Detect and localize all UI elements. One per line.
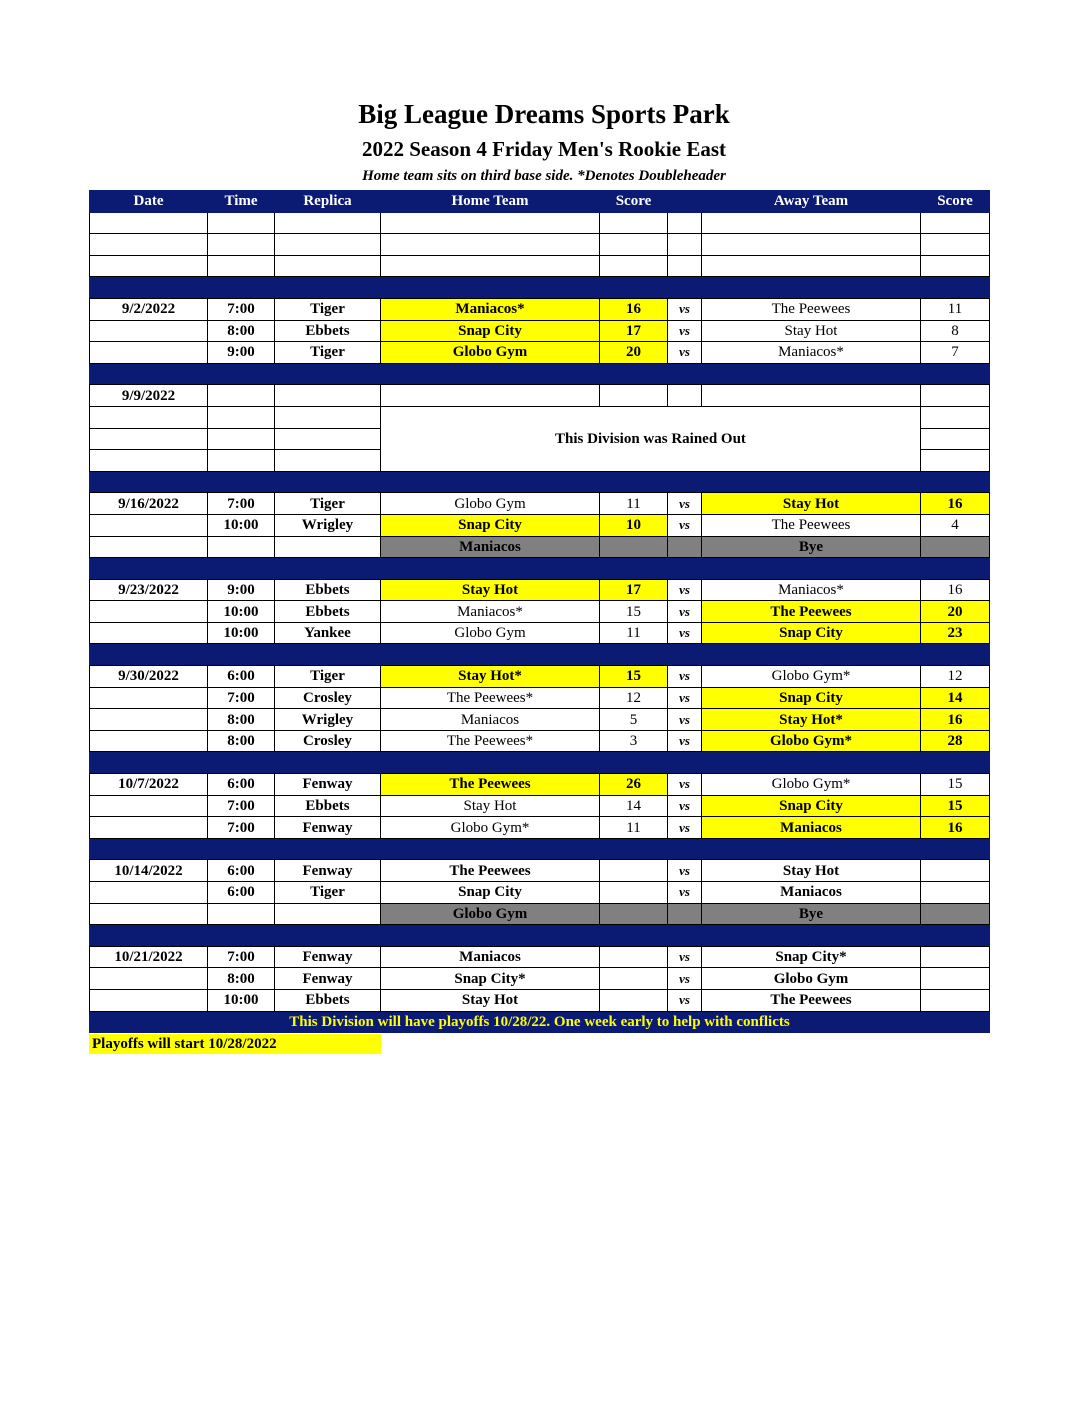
away-score: 7 — [921, 342, 990, 364]
vs-label: vs — [668, 622, 702, 644]
game-date — [90, 968, 208, 990]
empty-cell — [921, 428, 990, 450]
away-score — [921, 946, 990, 968]
away-team: Stay Hot* — [702, 709, 921, 731]
empty-cell — [381, 234, 600, 256]
empty-cell — [702, 234, 921, 256]
table-row — [90, 666, 990, 688]
empty-cell — [381, 255, 600, 277]
empty-cell — [208, 385, 275, 407]
game-time: 7:00 — [208, 298, 275, 320]
vs-label: vs — [668, 579, 702, 601]
game-time: 6:00 — [208, 860, 275, 882]
game-time: 6:00 — [208, 774, 275, 796]
separator-cell — [90, 644, 990, 666]
table-row — [90, 795, 990, 817]
away-score — [921, 903, 990, 925]
vs-label: vs — [668, 514, 702, 536]
vs-label: vs — [668, 817, 702, 839]
home-score: 12 — [600, 687, 668, 709]
home-score — [600, 882, 668, 904]
game-time: 10:00 — [208, 514, 275, 536]
empty-cell — [702, 385, 921, 407]
away-team: Stay Hot — [702, 860, 921, 882]
game-date: 10/7/2022 — [90, 774, 208, 796]
separator-cell — [90, 838, 990, 860]
empty-cell — [921, 255, 990, 277]
game-field: Wrigley — [275, 709, 381, 731]
col-date: Date — [90, 191, 208, 213]
away-score: 16 — [921, 579, 990, 601]
schedule-table — [89, 190, 990, 1033]
away-team: Stay Hot — [702, 493, 921, 515]
home-score — [600, 860, 668, 882]
empty-cell — [668, 234, 702, 256]
game-date — [90, 795, 208, 817]
table-row — [90, 817, 990, 839]
away-team: Globo Gym* — [702, 774, 921, 796]
table-row — [90, 514, 990, 536]
away-team: Snap City — [702, 795, 921, 817]
home-score — [600, 903, 668, 925]
game-field: Ebbets — [275, 579, 381, 601]
away-team: Bye — [702, 903, 921, 925]
home-team: Maniacos* — [381, 601, 600, 623]
away-score: 12 — [921, 666, 990, 688]
away-score: 15 — [921, 795, 990, 817]
week-separator — [90, 277, 990, 299]
home-score: 11 — [600, 493, 668, 515]
col-away-team: Away Team — [702, 191, 921, 213]
empty-cell — [668, 255, 702, 277]
home-team: Globo Gym* — [381, 817, 600, 839]
table-row — [90, 903, 990, 925]
away-score — [921, 536, 990, 558]
away-score — [921, 882, 990, 904]
empty-cell — [600, 234, 668, 256]
game-field: Tiger — [275, 298, 381, 320]
home-team: Snap City* — [381, 968, 600, 990]
empty-cell — [90, 406, 208, 428]
game-field: Crosley — [275, 687, 381, 709]
home-score: 17 — [600, 320, 668, 342]
empty-cell — [90, 234, 208, 256]
game-time: 7:00 — [208, 795, 275, 817]
game-date — [90, 730, 208, 752]
vs-label: vs — [668, 730, 702, 752]
table-row — [90, 730, 990, 752]
game-field — [275, 903, 381, 925]
blank-row — [90, 234, 990, 256]
separator-cell — [90, 752, 990, 774]
away-score: 4 — [921, 514, 990, 536]
game-field: Tiger — [275, 342, 381, 364]
home-score: 11 — [600, 622, 668, 644]
empty-cell — [208, 450, 275, 472]
away-team: Snap City — [702, 622, 921, 644]
away-score: 16 — [921, 709, 990, 731]
game-date — [90, 622, 208, 644]
empty-cell — [275, 428, 381, 450]
separator-cell — [90, 558, 990, 580]
game-field: Fenway — [275, 817, 381, 839]
home-score: 20 — [600, 342, 668, 364]
vs-label: vs — [668, 320, 702, 342]
game-field — [275, 536, 381, 558]
empty-cell — [90, 450, 208, 472]
game-time: 8:00 — [208, 320, 275, 342]
table-row — [90, 320, 990, 342]
game-time: 10:00 — [208, 989, 275, 1011]
table-row — [90, 774, 990, 796]
game-field: Fenway — [275, 860, 381, 882]
game-time: 7:00 — [208, 946, 275, 968]
game-time: 8:00 — [208, 730, 275, 752]
away-score: 20 — [921, 601, 990, 623]
away-team: Globo Gym — [702, 968, 921, 990]
table-row — [90, 536, 990, 558]
game-date — [90, 536, 208, 558]
game-field: Tiger — [275, 666, 381, 688]
vs-label: vs — [668, 298, 702, 320]
vs-label: vs — [668, 946, 702, 968]
away-team: The Peewees — [702, 601, 921, 623]
table-row — [90, 968, 990, 990]
game-time: 8:00 — [208, 709, 275, 731]
home-team: Maniacos — [381, 536, 600, 558]
page-title: Big League Dreams Sports Park — [358, 99, 730, 129]
game-field: Ebbets — [275, 601, 381, 623]
away-team: Snap City* — [702, 946, 921, 968]
game-field: Crosley — [275, 730, 381, 752]
vs-label: vs — [668, 989, 702, 1011]
empty-cell — [921, 212, 990, 234]
home-score: 17 — [600, 579, 668, 601]
away-team: Globo Gym* — [702, 730, 921, 752]
col-replica: Replica — [275, 191, 381, 213]
home-team: Maniacos — [381, 946, 600, 968]
empty-cell — [381, 212, 600, 234]
game-time: 7:00 — [208, 493, 275, 515]
home-team: The Peewees* — [381, 730, 600, 752]
empty-cell — [668, 385, 702, 407]
empty-cell — [208, 428, 275, 450]
home-team: Stay Hot — [381, 989, 600, 1011]
game-field: Fenway — [275, 774, 381, 796]
home-team: Stay Hot — [381, 579, 600, 601]
game-date: 10/14/2022 — [90, 860, 208, 882]
blank-row — [90, 255, 990, 277]
away-team: Snap City — [702, 687, 921, 709]
home-score: 26 — [600, 774, 668, 796]
game-date — [90, 601, 208, 623]
away-team: Maniacos — [702, 817, 921, 839]
away-team: The Peewees — [702, 989, 921, 1011]
game-time: 6:00 — [208, 666, 275, 688]
home-team: The Peewees — [381, 860, 600, 882]
away-score — [921, 860, 990, 882]
away-team: Globo Gym* — [702, 666, 921, 688]
header-note: Home team sits on third base side. *Denotes Doubleheader — [362, 168, 726, 184]
rained-out-message: This Division was Rained Out — [381, 406, 921, 471]
empty-cell — [921, 450, 990, 472]
footer-row — [90, 1011, 990, 1033]
table-row — [90, 687, 990, 709]
home-score — [600, 536, 668, 558]
away-score: 14 — [921, 687, 990, 709]
game-time: 10:00 — [208, 622, 275, 644]
home-score: 5 — [600, 709, 668, 731]
vs-label — [668, 536, 702, 558]
vs-label — [668, 903, 702, 925]
home-team: Globo Gym — [381, 493, 600, 515]
empty-cell — [275, 255, 381, 277]
away-score — [921, 968, 990, 990]
vs-label: vs — [668, 968, 702, 990]
game-date — [90, 514, 208, 536]
table-row — [90, 622, 990, 644]
game-date — [90, 989, 208, 1011]
away-score: 16 — [921, 493, 990, 515]
table-row — [90, 385, 990, 407]
home-score: 16 — [600, 298, 668, 320]
game-time: 7:00 — [208, 817, 275, 839]
col-vs — [668, 191, 702, 213]
empty-cell — [275, 406, 381, 428]
table-row — [90, 860, 990, 882]
empty-cell — [921, 385, 990, 407]
empty-cell — [381, 385, 600, 407]
blank-row — [90, 212, 990, 234]
game-time: 9:00 — [208, 342, 275, 364]
game-date: 9/30/2022 — [90, 666, 208, 688]
week-separator — [90, 838, 990, 860]
home-score: 11 — [600, 817, 668, 839]
empty-cell — [208, 406, 275, 428]
table-row — [90, 298, 990, 320]
home-team: Stay Hot — [381, 795, 600, 817]
game-date — [90, 903, 208, 925]
home-score: 15 — [600, 666, 668, 688]
empty-cell — [275, 212, 381, 234]
empty-cell — [921, 234, 990, 256]
empty-cell — [921, 406, 990, 428]
empty-cell — [90, 428, 208, 450]
game-time: 8:00 — [208, 968, 275, 990]
away-score: 16 — [921, 817, 990, 839]
table-row — [90, 989, 990, 1011]
col-time: Time — [208, 191, 275, 213]
table-row — [90, 342, 990, 364]
home-team: The Peewees* — [381, 687, 600, 709]
vs-label: vs — [668, 601, 702, 623]
empty-cell — [275, 234, 381, 256]
empty-cell — [275, 450, 381, 472]
game-date — [90, 320, 208, 342]
game-field: Wrigley — [275, 514, 381, 536]
header-row — [90, 191, 990, 213]
empty-cell — [90, 212, 208, 234]
home-score: 10 — [600, 514, 668, 536]
page-subtitle: 2022 Season 4 Friday Men's Rookie East — [361, 137, 726, 161]
empty-cell — [208, 234, 275, 256]
playoffs-info-banner: This Division will have playoffs 10/28/22. One week early to help with conflicts — [90, 1011, 990, 1033]
game-date: 9/16/2022 — [90, 493, 208, 515]
game-field: Ebbets — [275, 989, 381, 1011]
home-team: Snap City — [381, 320, 600, 342]
home-score — [600, 946, 668, 968]
game-field: Ebbets — [275, 795, 381, 817]
game-time — [208, 536, 275, 558]
vs-label: vs — [668, 774, 702, 796]
game-time: 6:00 — [208, 882, 275, 904]
away-score: 8 — [921, 320, 990, 342]
home-team: The Peewees — [381, 774, 600, 796]
game-time — [208, 903, 275, 925]
home-score — [600, 989, 668, 1011]
home-score: 15 — [600, 601, 668, 623]
table-row — [90, 709, 990, 731]
empty-cell — [600, 255, 668, 277]
home-team: Globo Gym — [381, 342, 600, 364]
col-away-score: Score — [921, 191, 990, 213]
blank-row — [90, 406, 990, 428]
home-team: Maniacos — [381, 709, 600, 731]
empty-cell — [600, 385, 668, 407]
game-field: Fenway — [275, 946, 381, 968]
empty-cell — [208, 212, 275, 234]
vs-label: vs — [668, 687, 702, 709]
game-field: Tiger — [275, 493, 381, 515]
away-team: Maniacos* — [702, 342, 921, 364]
vs-label: vs — [668, 860, 702, 882]
game-field: Fenway — [275, 968, 381, 990]
away-team: The Peewees — [702, 514, 921, 536]
game-date — [90, 882, 208, 904]
table-row — [90, 946, 990, 968]
home-team: Maniacos* — [381, 298, 600, 320]
week-separator — [90, 558, 990, 580]
week-separator — [90, 925, 990, 947]
game-date — [90, 709, 208, 731]
game-date — [90, 342, 208, 364]
away-score: 11 — [921, 298, 990, 320]
col-home-team: Home Team — [381, 191, 600, 213]
empty-cell — [668, 212, 702, 234]
away-score: 15 — [921, 774, 990, 796]
separator-cell — [90, 363, 990, 385]
vs-label: vs — [668, 882, 702, 904]
home-team: Globo Gym — [381, 622, 600, 644]
game-date — [90, 817, 208, 839]
away-team: Bye — [702, 536, 921, 558]
away-team: Maniacos — [702, 882, 921, 904]
game-date — [90, 687, 208, 709]
vs-label: vs — [668, 493, 702, 515]
game-time: 7:00 — [208, 687, 275, 709]
week-separator — [90, 644, 990, 666]
home-team: Globo Gym — [381, 903, 600, 925]
home-score — [600, 968, 668, 990]
home-team: Stay Hot* — [381, 666, 600, 688]
game-date: 9/2/2022 — [90, 298, 208, 320]
game-field: Yankee — [275, 622, 381, 644]
home-team: Snap City — [381, 882, 600, 904]
vs-label: vs — [668, 709, 702, 731]
empty-cell — [600, 212, 668, 234]
home-team: Snap City — [381, 514, 600, 536]
away-score: 28 — [921, 730, 990, 752]
separator-cell — [90, 925, 990, 947]
game-field: Ebbets — [275, 320, 381, 342]
game-date: 10/21/2022 — [90, 946, 208, 968]
game-time: 9:00 — [208, 579, 275, 601]
separator-cell — [90, 471, 990, 493]
empty-cell — [90, 255, 208, 277]
playoffs-note: Playoffs will start 10/28/2022 — [89, 1034, 381, 1054]
game-date: 9/9/2022 — [90, 385, 208, 407]
away-team: The Peewees — [702, 298, 921, 320]
week-separator — [90, 471, 990, 493]
away-team: Maniacos* — [702, 579, 921, 601]
away-team: Stay Hot — [702, 320, 921, 342]
game-time: 10:00 — [208, 601, 275, 623]
week-separator — [90, 752, 990, 774]
table-row — [90, 882, 990, 904]
away-score: 23 — [921, 622, 990, 644]
empty-cell — [702, 212, 921, 234]
vs-label: vs — [668, 666, 702, 688]
empty-cell — [208, 255, 275, 277]
table-row — [90, 579, 990, 601]
vs-label: vs — [668, 795, 702, 817]
home-score: 3 — [600, 730, 668, 752]
table-row — [90, 601, 990, 623]
game-field: Tiger — [275, 882, 381, 904]
away-score — [921, 989, 990, 1011]
separator-cell — [90, 277, 990, 299]
vs-label: vs — [668, 342, 702, 364]
week-separator — [90, 363, 990, 385]
empty-cell — [275, 385, 381, 407]
table-row — [90, 493, 990, 515]
game-date: 9/23/2022 — [90, 579, 208, 601]
col-home-score: Score — [600, 191, 668, 213]
empty-cell — [702, 255, 921, 277]
home-score: 14 — [600, 795, 668, 817]
